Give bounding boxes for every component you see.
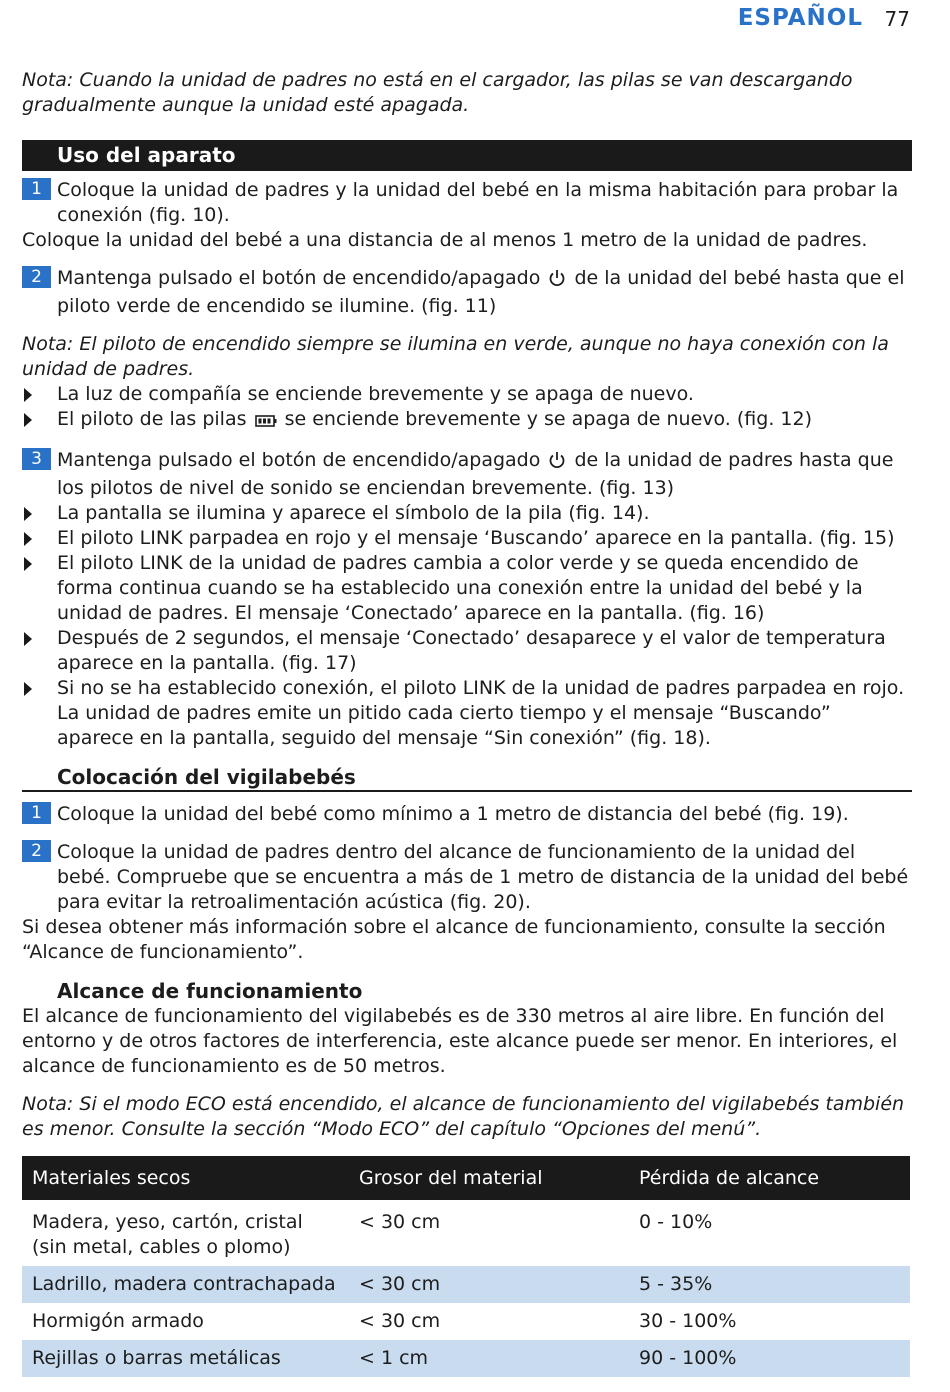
bullet-triangle-icon	[24, 507, 32, 521]
table-cell: 0 - 10%	[639, 1211, 713, 1233]
step-text: Coloque la unidad de padres dentro del alcance de funcionamiento de la unidad del bebé. Compruebe que se encuentra a más de 1 metro de distancia de la unidad del bebé para evitar la retroalimentación acústica (fig. 20).	[57, 841, 909, 913]
table-cell: Rejillas o barras metálicas	[22, 1340, 349, 1377]
table-cell: Ladrillo, madera contrachapada	[22, 1266, 349, 1303]
bullet-item	[22, 382, 912, 407]
table-cell: 5 - 35%	[629, 1266, 910, 1303]
step-2-colocacion	[22, 840, 912, 915]
language-header: ESPAÑOL	[737, 5, 863, 31]
table-row	[22, 1303, 910, 1340]
section-title-colocacion: Colocación del vigilabebés	[22, 764, 912, 792]
power-icon	[548, 269, 566, 294]
step-number-badge: 2	[22, 266, 51, 288]
bullet-text: El piloto LINK de la unidad de padres cambia a color verde y se queda encendido de forma continua cuando se ha establecido una conexión entre la unidad del bebé y la unidad de padres. El mensaje ‘Conectado’ aparece en la pantalla. (fig. 16)	[57, 552, 863, 624]
page-content	[22, 68, 912, 1377]
step-text-before: Mantenga pulsado el botón de encendido/apagado	[57, 267, 541, 289]
bullet-item	[22, 676, 912, 751]
column-header: Grosor del material	[349, 1156, 629, 1200]
table-cell: 90 - 100%	[629, 1340, 910, 1377]
table-row	[22, 1266, 910, 1303]
step-number-badge: 2	[22, 840, 51, 862]
bullet-item	[22, 626, 912, 676]
bullet-triangle-icon	[24, 413, 32, 427]
bullet-text-after: se enciende brevemente y se apaga de nuevo. (fig. 12)	[284, 408, 812, 430]
bullet-text: El piloto LINK parpadea en rojo y el mensaje ‘Buscando’ aparece en la pantalla. (fig. 15)	[57, 527, 895, 549]
step-2-uso	[22, 266, 912, 319]
step-number-badge: 1	[22, 802, 51, 824]
bullet-item	[22, 551, 912, 626]
step-text: Coloque la unidad del bebé como mínimo a 1 metro de distancia del bebé (fig. 19).	[57, 803, 849, 825]
table-cell: < 30 cm	[349, 1266, 629, 1303]
table-cell: 30 - 100%	[639, 1310, 737, 1332]
table-cell: < 30 cm	[359, 1310, 441, 1332]
note-text: Si el modo ECO está encendido, el alcance de funcionamiento del vigilabebés también es menor. Consulte la sección “Modo ECO” del capítulo “Opciones del menú”.	[22, 1093, 905, 1140]
bullet-triangle-icon	[24, 388, 32, 402]
table-cell: Hormigón armado	[32, 1310, 204, 1332]
bullet-triangle-icon	[24, 532, 32, 546]
bullet-item	[22, 407, 912, 435]
step-number-badge: 3	[22, 448, 51, 470]
column-header: Materiales secos	[22, 1156, 349, 1200]
bullet-text: Si no se ha establecido conexión, el piloto LINK de la unidad de padres parpadea en rojo. La unidad de padres emite un pitido cada cierto tiempo y el mensaje “Buscando” aparece en la pantalla, seguido del mensaje “Sin conexión” (fig. 18).	[57, 677, 905, 749]
step-3-uso	[22, 448, 912, 501]
table-header-row	[22, 1156, 910, 1200]
power-icon	[548, 451, 566, 476]
table-cell: Madera, yeso, cartón, cristal (sin metal, cables o plomo)	[32, 1211, 303, 1258]
bullet-triangle-icon	[24, 557, 32, 571]
step-text: Coloque la unidad de padres y la unidad del bebé en la misma habitación para probar la conexión (fig. 10).	[57, 179, 899, 226]
note-text: El piloto de encendido siempre se ilumina en verde, aunque no haya conexión con la unidad de padres.	[22, 333, 889, 380]
bullet-text: Después de 2 segundos, el mensaje ‘Conectado’ desaparece y el valor de temperatura aparece en la pantalla. (fig. 17)	[57, 627, 886, 674]
bullet-item	[22, 526, 912, 551]
bullet-triangle-icon	[24, 682, 32, 696]
step-text-after: de la unidad del bebé hasta que el piloto verde de encendido se ilumine. (fig. 11)	[57, 267, 905, 317]
section-title-uso: Uso del aparato	[22, 140, 912, 171]
colocacion-paragraph: Si desea obtener más información sobre el alcance de funcionamiento, consulte la sección “Alcance de funcionamiento”.	[22, 916, 886, 963]
note-label: Nota:	[22, 333, 74, 355]
bullet-item	[22, 501, 912, 526]
step-number-badge: 1	[22, 178, 51, 200]
bullet-text: La pantalla se ilumina y aparece el símbolo de la pila (fig. 14).	[57, 502, 650, 524]
step-text-after: de la unidad de padres hasta que los pilotos de nivel de sonido se enciendan brevemente. (fig. 13)	[57, 449, 894, 499]
table-cell: < 1 cm	[349, 1340, 629, 1377]
note-text: Cuando la unidad de padres no está en el cargador, las pilas se van descargando gradualmente aunque la unidad esté apagada.	[22, 69, 853, 116]
note-label: Nota:	[22, 1093, 74, 1115]
range-table	[22, 1156, 910, 1377]
step-text-before: Mantenga pulsado el botón de encendido/apagado	[57, 449, 541, 471]
table-row	[22, 1200, 910, 1266]
section-title-alcance: Alcance de funcionamiento	[57, 979, 363, 1003]
bullet-text-before: El piloto de las pilas	[57, 408, 247, 430]
note-2	[22, 332, 912, 382]
battery-icon	[255, 410, 277, 435]
page-number: 77	[884, 7, 910, 31]
table-cell: < 30 cm	[359, 1211, 441, 1233]
alcance-paragraph: El alcance de funcionamiento del vigilabebés es de 330 metros al aire libre. En función del entorno y de otros factores de interferencia, este alcance puede ser menor. En interiores, el alcance de funcionamiento es de 50 metros.	[22, 1005, 898, 1077]
step-1-colocacion	[22, 802, 912, 827]
intro-note	[22, 68, 912, 118]
step-1-paragraph: Coloque la unidad del bebé a una distancia de al menos 1 metro de la unidad de padres.	[22, 229, 868, 251]
note-label: Nota:	[22, 69, 74, 91]
alcance-note	[22, 1092, 912, 1142]
bullet-triangle-icon	[24, 632, 32, 646]
step-1-uso	[22, 178, 912, 228]
column-header: Pérdida de alcance	[629, 1156, 910, 1200]
table-row	[22, 1340, 910, 1377]
bullet-text: La luz de compañía se enciende brevemente y se apaga de nuevo.	[57, 383, 694, 405]
